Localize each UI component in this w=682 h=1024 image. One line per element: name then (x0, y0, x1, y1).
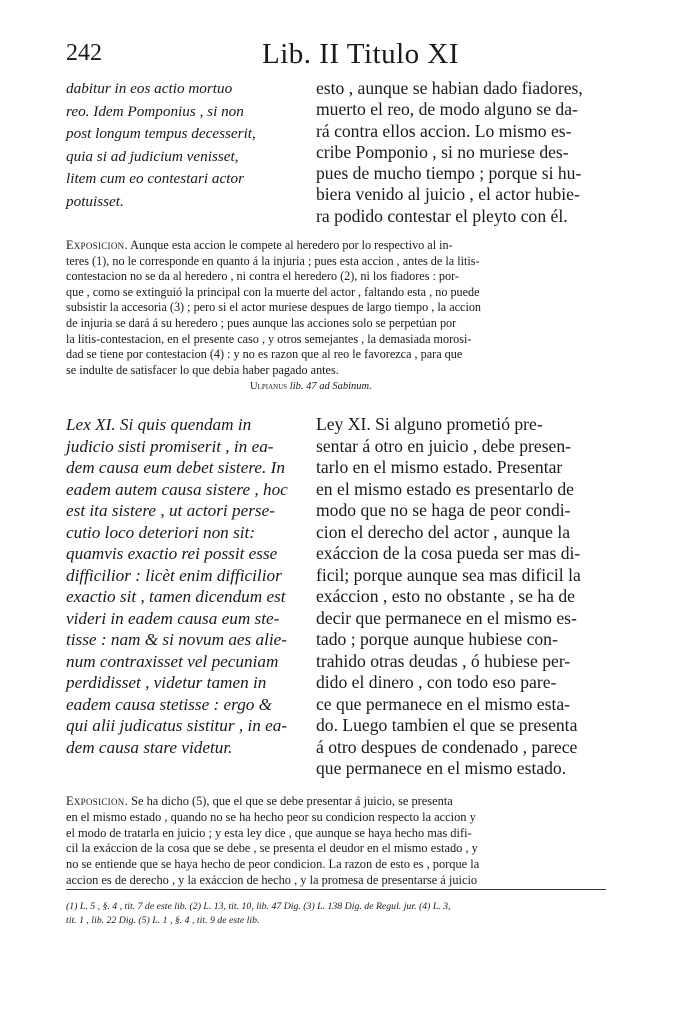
text-line: sentar á otro en juicio , debe presen- (316, 435, 572, 456)
text-line: cutio loco deteriori non sit: (66, 522, 256, 542)
text-line: exactio sit , tamen dicendum est (66, 587, 286, 606)
footnotes (66, 900, 606, 927)
text-line (66, 794, 606, 810)
text-line (66, 238, 606, 254)
text-line: se indulte de satisfacer lo que debia haber pagado antes. (66, 362, 339, 377)
text-line: á otro despues de condenado , parece (316, 736, 578, 757)
text-line: que permanece en el mismo estado. (316, 758, 567, 778)
text-fragment: Se ha dicho (5), que el que se debe presentar á juicio, se presenta (127, 794, 453, 808)
text-line: tisse : nam & si novum aes alie- (66, 630, 288, 649)
text-line: eadem autem causa sistere , hoc (66, 479, 288, 499)
text-line: dabitur in eos actio mortuo (66, 80, 233, 97)
text-line: cil la exáccion de la cosa que se debe , se presenta el deudor en el mismo estado , y (66, 841, 478, 856)
text-line: Lex XI. Si quis quendam in (66, 415, 252, 434)
text-fragment: Aunque esta accion le compete al heredero por lo respectivo al in- (127, 238, 453, 252)
text-line: teres (1), no le corresponde en quanto á la injuria ; pues esta accion , antes de la litis- (66, 253, 480, 268)
text-line: cribe Pomponio , si no muriese des- (316, 141, 569, 162)
footnote-line: (1) L. 5 , §. 4 , tit. 7 de este lib. (2) L. 13, tit. 10, lib. 47 Dig. (3) L. 138 Dig. de Regul. jur. (4) L. 3, (66, 901, 451, 912)
text-line: litem cum eo contestari actor (66, 170, 244, 187)
text-line: qui alii judicatus sistitur , in ea- (66, 716, 288, 735)
exposicion-paragraph (66, 238, 606, 378)
text-line: ra podido contestar el pleyto con él. (316, 205, 568, 226)
text-line: tado ; porque aunque hubiese con- (316, 629, 558, 649)
page-header (66, 40, 606, 76)
text-line: judicio sisti promiserit , in ea- (66, 436, 274, 456)
text-line: eadem causa stetisse : ergo & (66, 694, 273, 714)
text-line: cion el derecho del actor , aunque la (316, 521, 571, 542)
ley-xi-spanish (316, 414, 606, 780)
text-line: perdidisset , videtur tamen in (66, 673, 267, 692)
text-line: decir que permanece en el mismo es- (316, 607, 577, 628)
exposicion-label: Exposicion. (66, 238, 128, 252)
spanish-text-continuation (316, 78, 602, 227)
text-line: accion es de derecho , y la exáccion de hecho , y la promesa de presentarse á juicio (66, 872, 478, 887)
text-line: biera venido al juicio , el actor hubie- (316, 184, 580, 205)
text-line: no se entiende que se haya hecho de peor condicion. La razon de esto es , porque la (66, 857, 480, 872)
source-reference: lib. 47 ad Sabinum. (287, 381, 372, 392)
text-line: tarlo en el mismo estado. Presentar (316, 457, 563, 477)
text-line: ce que permanece en el mismo esta- (316, 693, 571, 714)
text-line: trahido otras deudas , ó hubiese per- (316, 650, 571, 671)
text-line: en el mismo estado es presentarlo de (316, 478, 574, 499)
text-line: difficilior : licèt enim difficilior (66, 565, 282, 585)
latin-text-continuation (66, 78, 301, 213)
text-line: ficil; porque aunque sea mas dificil la (316, 564, 581, 585)
source-author: Ulpianus (250, 381, 288, 392)
text-line: quia si ad judicium venisset, (66, 147, 239, 165)
text-line: esto , aunque se habian dado fiadores, (316, 78, 583, 98)
text-line: post longum tempus decesserit, (66, 125, 256, 142)
text-line: num contraxisset vel pecuniam (66, 651, 279, 671)
exposicion-paragraph (66, 794, 606, 889)
footnote-line: tit. 1 , lib. 22 Dig. (5) L. 1 , §. 4 , tit. 9 de este lib. (66, 914, 260, 926)
text-line: exáccion , esto no obstante , se ha de (316, 586, 575, 606)
source-citation (250, 381, 372, 392)
footnote-divider (66, 889, 606, 890)
text-line: modo que no se haga de peor condi- (316, 500, 571, 520)
text-line: muerto el reo, de modo alguno se da- (316, 99, 578, 120)
lex-xi-latin (66, 414, 306, 758)
text-line: dem causa stare videtur. (66, 737, 233, 757)
text-line: subsistir la accesoria (3) ; pero si el actor muriese despues de largo tiempo , la accion (66, 300, 482, 315)
exposicion-label: Exposicion. (66, 794, 128, 808)
text-line: dad se tiene por contestacion (4) : y no es razon que al reo le favorezca , para que (66, 347, 463, 362)
text-line: que , como se extinguió la principal con la muerte del actor , faltando esta , no puede (66, 284, 480, 299)
text-line: quamvis exactio rei possit esse (66, 544, 278, 563)
text-line: potuisset. (66, 192, 124, 210)
page-number: 242 (66, 40, 102, 66)
text-line: Ley XI. Si alguno prometió pre- (316, 414, 543, 434)
text-line: contestacion no se da al heredero , ni contra el heredero (2), ni los fiadores : por- (66, 269, 459, 284)
text-line: est ita sistere , ut actori perse- (66, 501, 275, 520)
text-line: el modo de tratarla en juicio ; y esta ley dice , que aunque se haya hecho mas difi- (66, 825, 472, 840)
text-line: de injuria se dará á su heredero ; pues aunque las acciones solo se perpetúan por (66, 315, 457, 330)
text-line: dem causa eum debet sistere. In (66, 458, 285, 477)
text-line: videri in eadem causa eum ste- (66, 608, 280, 628)
text-line: rá contra ellos accion. Lo mismo es- (316, 120, 572, 141)
text-line: do. Luego tambien el que se presenta (316, 715, 578, 735)
text-line: exáccion de la cosa pueda ser mas di- (316, 543, 581, 563)
text-line: dido el dinero , con todo eso pare- (316, 672, 557, 692)
text-line: pues de mucho tiempo ; porque si hu- (316, 163, 582, 184)
running-title: Lib. II Titulo XI (262, 38, 460, 70)
text-line: la litis-contestacion, en el presente caso , y otros semejantes , la demasiada morosi- (66, 331, 472, 346)
text-line: en el mismo estado , quando no se ha hecho peor su condicion respecto la accion y (66, 809, 476, 824)
text-line: reo. Idem Pomponius , si non (66, 102, 244, 120)
